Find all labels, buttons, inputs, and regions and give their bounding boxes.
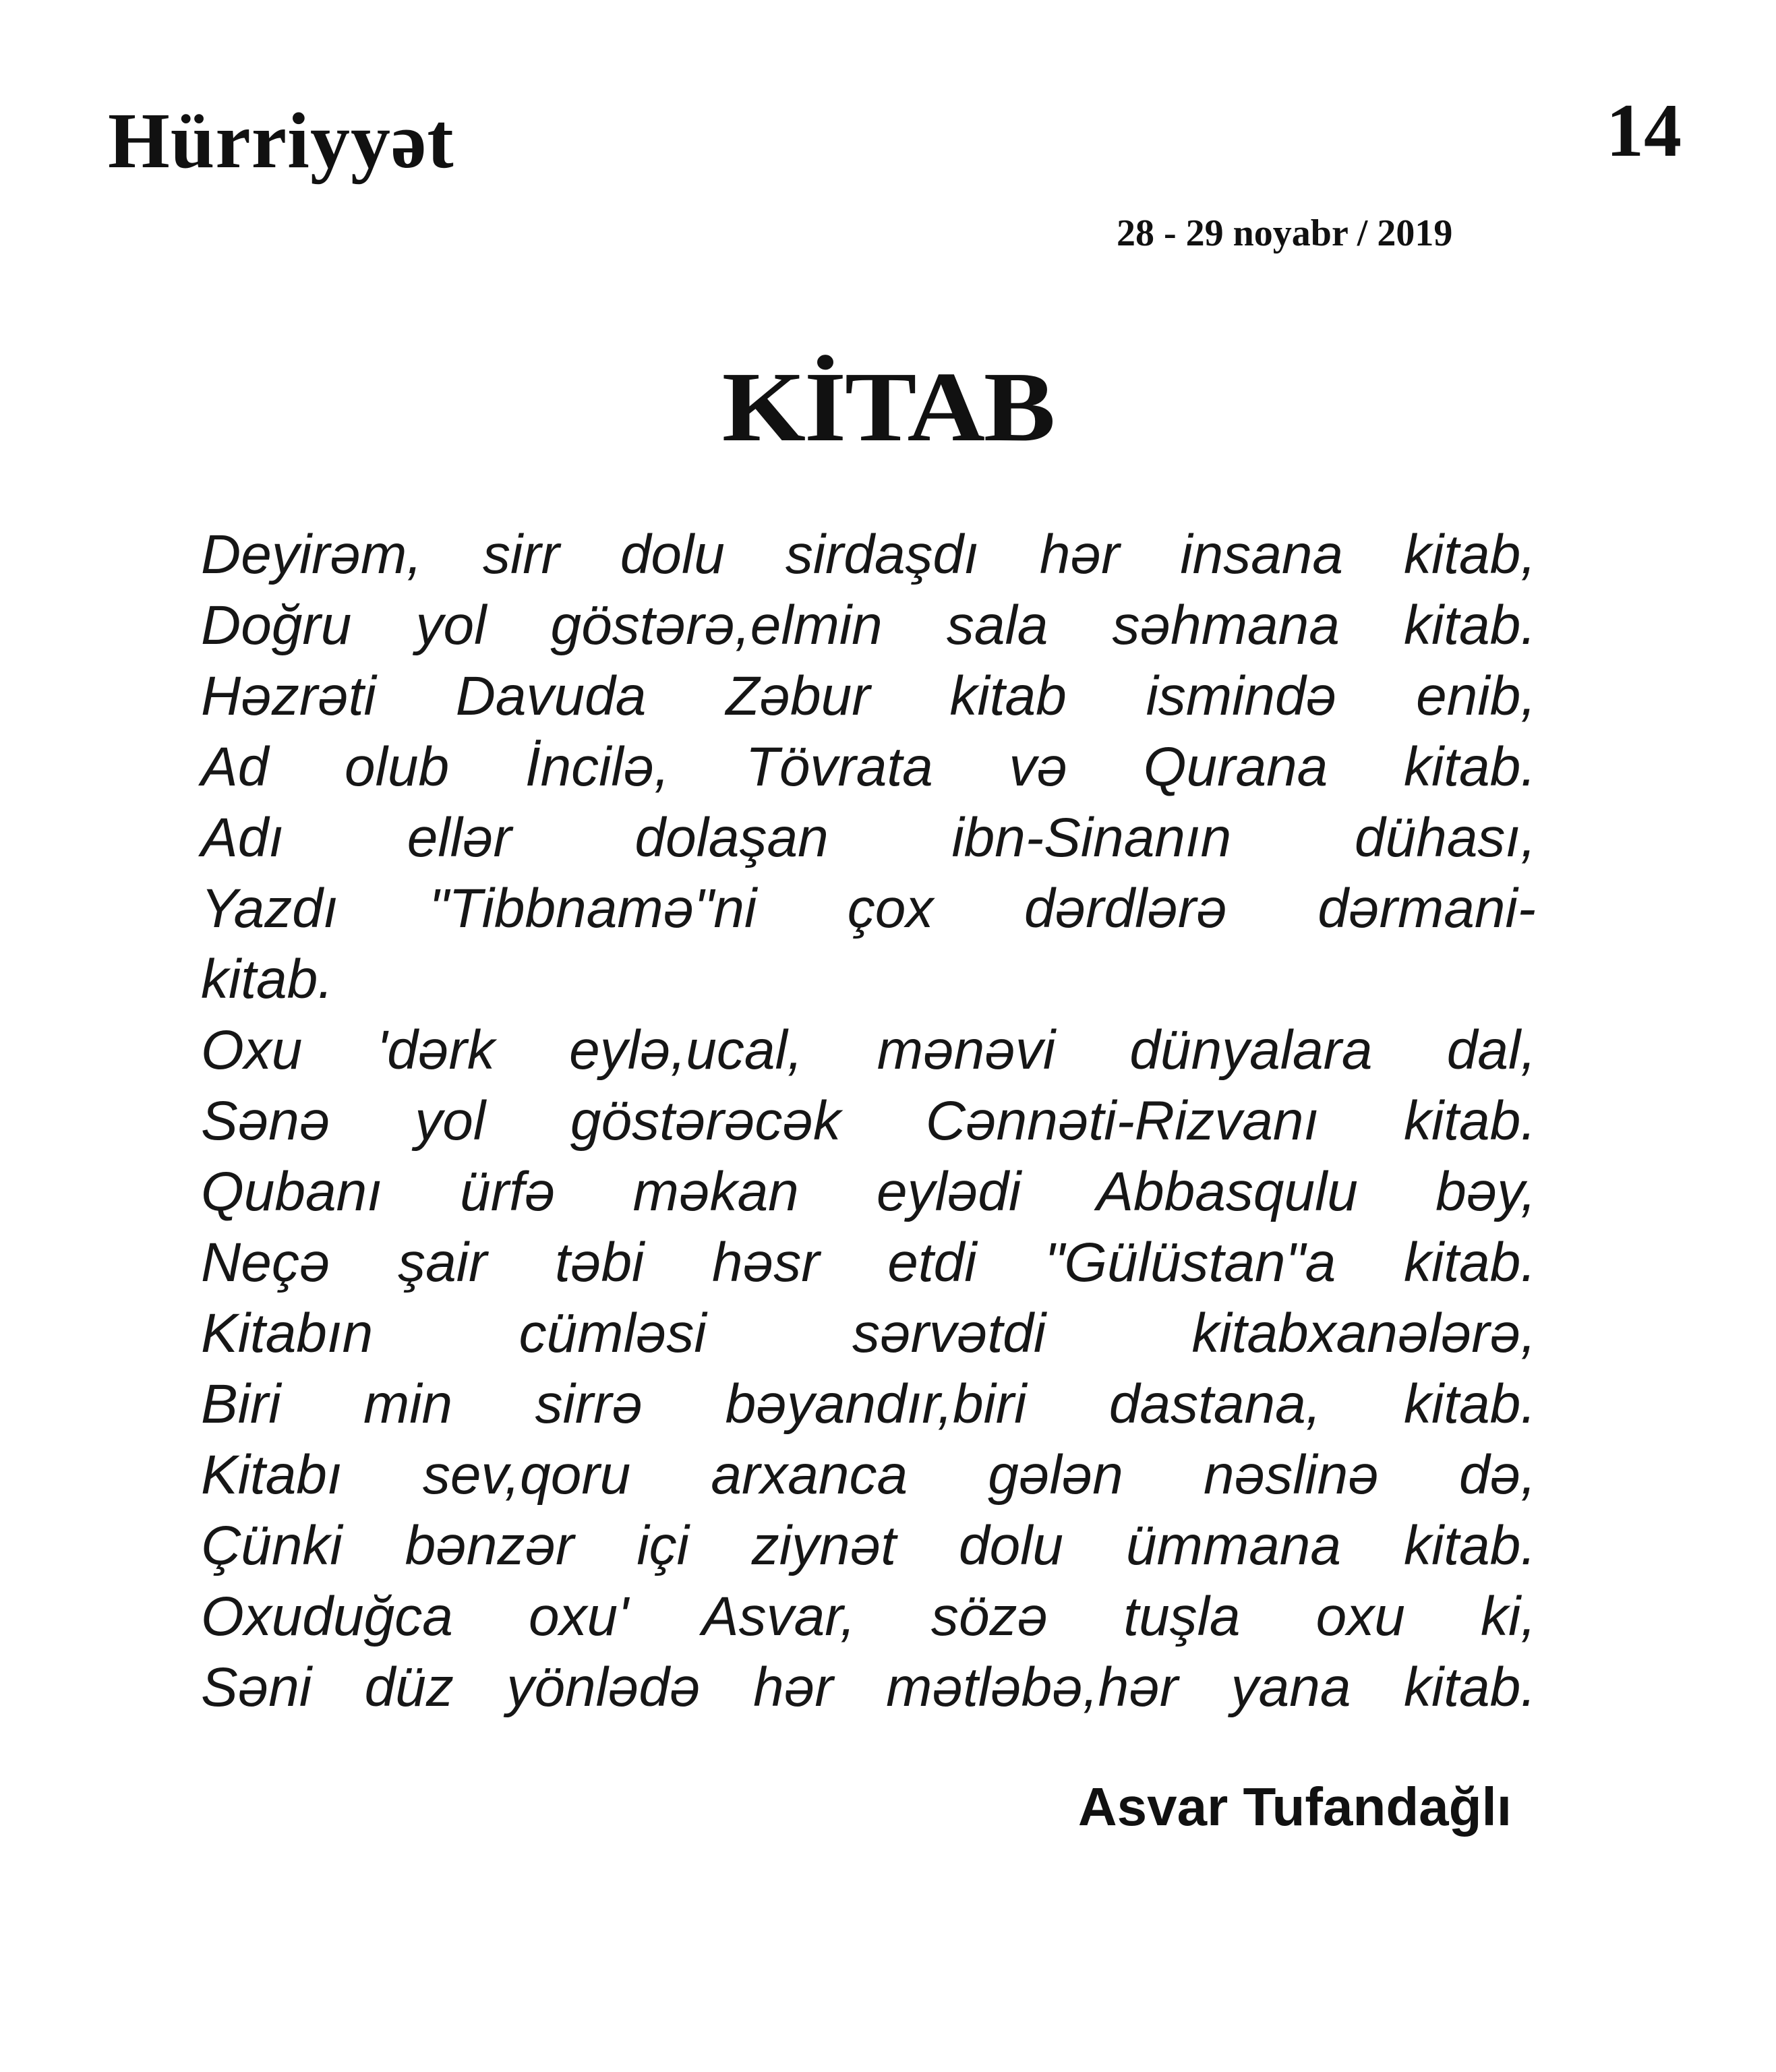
poem-line: Səni düz yönlədə hər mətləbə,hər yana kitab. [201,1657,1536,1718]
poem-line: Neçə şair təbi həsr etdi "Gülüstan"a kitab. [201,1232,1536,1293]
poem-line: Ad olub İncilə, Tövrata və Qurana kitab. [201,736,1536,798]
poem-line: kitab. [201,949,333,1010]
poem-line: Kitabın cümləsi sərvətdi kitabxanələrə, [201,1303,1536,1364]
poem-line: Kitabı sev,qoru arxanca gələn nəslinə də, [201,1444,1536,1506]
page-number: 14 [1606,89,1682,173]
poem-line: Doğru yol göstərə,elmin sala səhmana kitab. [201,595,1536,656]
poem-body [201,519,1536,1723]
issue-date: 28 - 29 noyabr / 2019 [1117,212,1453,254]
poem-line: Adı ellər dolaşan ibn-Sinanın dühası, [201,807,1536,868]
poem-line: Qubanı ürfə məkan eylədi Abbasqulu bəy, [201,1161,1536,1222]
poem-line: Sənə yol göstərəcək Cənnəti-Rizvanı kitab. [201,1090,1536,1152]
poem-line: Həzrəti Davuda Zəbur kitab ismində enib, [201,665,1536,727]
poem-line: Deyirəm, sirr dolu sirdaşdı hər insana kitab, [201,524,1536,585]
poem-author: Asvar Tufandağlı [1077,1777,1512,1837]
poem-line: Biri min sirrə bəyandır,biri dastana, kitab. [201,1373,1536,1435]
poem-line: Oxuduğca oxu' Asvar, sözə tuşla oxu ki, [201,1586,1536,1647]
poem-line: Oxu 'dərk eylə,ucal, mənəvi dünyalara dal, [201,1019,1536,1081]
poem-line: Çünki bənzər içi ziynət dolu ümmana kitab. [201,1515,1536,1576]
newspaper-masthead: Hürriyyət [108,96,454,185]
poem-title: KİTAB [721,352,1055,463]
poem-line: Yazdı "Tibbnamə"ni çox dərdlərə dərmani- [201,878,1536,939]
